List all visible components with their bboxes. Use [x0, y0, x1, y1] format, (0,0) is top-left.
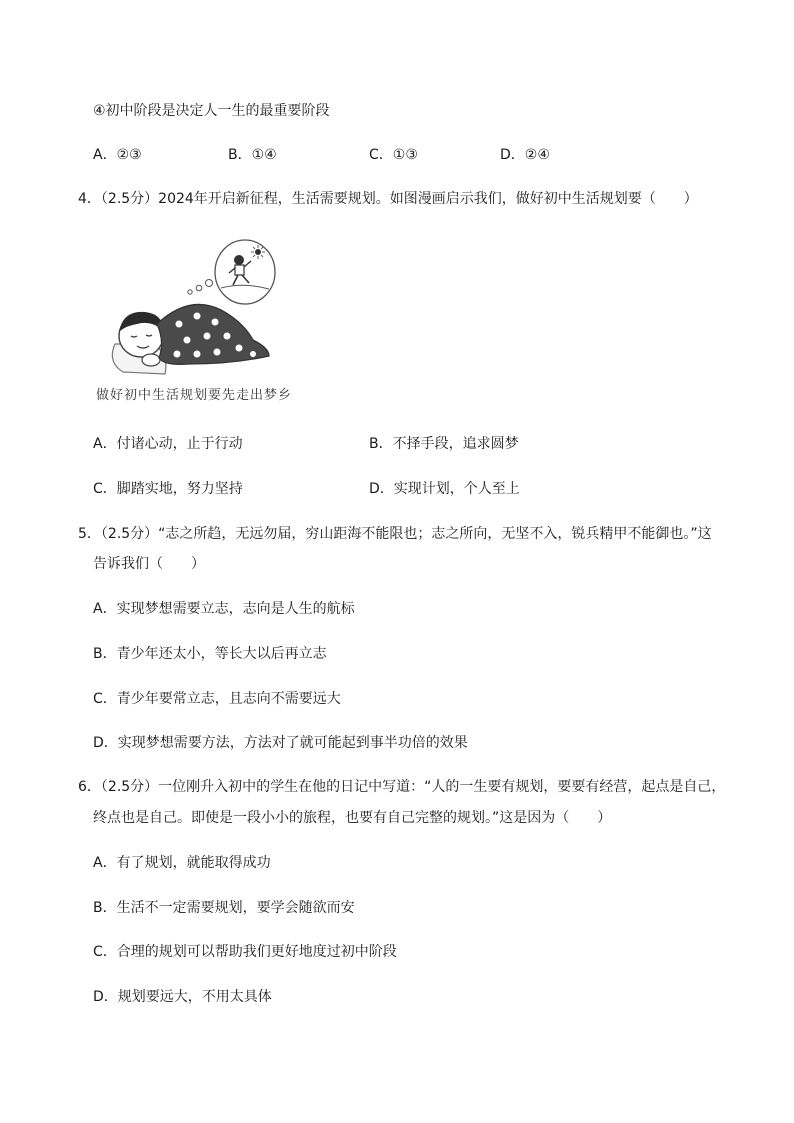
sleeping-boy-cartoon	[93, 232, 293, 407]
q5-option-a: A．实现梦想需要立志，志向是人生的航标	[93, 601, 355, 617]
q5-option-b: B．青少年还太小，等长大以后再立志	[93, 646, 327, 662]
q4-stem: 4．（2.5分）2024年开启新征程，生活需要规划。如图漫画启示我们，做好初中生活规划要（ ）	[78, 191, 698, 207]
q3-option-d: D．②④	[500, 147, 550, 163]
q5-stem-line-1: 5．（2.5分）“志之所趋，无远勿届，穷山距海不能限也；志之所向，无坚不入，锐兵精甲不能御也。”这	[78, 526, 712, 542]
q6-stem-line-2: 终点也是自己。即使是一段小小的旅程，也要有自己完整的规划。”这是因为（ ）	[93, 810, 612, 826]
q6-option-d: D．规划要远大，不用太具体	[93, 989, 272, 1005]
q4-option-b: B．不择手段，追求圆梦	[369, 436, 519, 452]
cartoon-caption: 做好初中生活规划要先走出梦乡	[96, 388, 293, 403]
q3-option-b: B．①④	[228, 147, 277, 163]
q3-option-a: A．②③	[93, 147, 142, 163]
q6-option-a: A．有了规划，就能取得成功	[93, 855, 271, 871]
q5-stem-line-2: 告诉我们（ ）	[93, 556, 205, 572]
q3-option-c: C．①③	[369, 147, 418, 163]
q4-option-c: C．脚踏实地，努力坚持	[93, 481, 243, 497]
q6-stem-line-1: 6．（2.5分）一位刚升入初中的学生在他的日记中写道：“人的一生要有规划，要要有经营，起点是自己，	[78, 779, 726, 795]
q5-option-d: D．实现梦想需要方法，方法对了就可能起到事半功倍的效果	[93, 735, 468, 751]
q4-option-d: D．实现计划，个人至上	[369, 481, 520, 497]
q5-option-c: C．青少年要常立志，且志向不需要远大	[93, 691, 341, 707]
q6-option-c: C．合理的规划可以帮助我们更好地度过初中阶段	[93, 944, 397, 960]
q6-option-b: B．生活不一定需要规划，要学会随欲而安	[93, 900, 355, 916]
q3-statement-4: ④初中阶段是决定人一生的最重要阶段	[93, 103, 330, 119]
q4-option-a: A．付诸心动，止于行动	[93, 436, 243, 452]
